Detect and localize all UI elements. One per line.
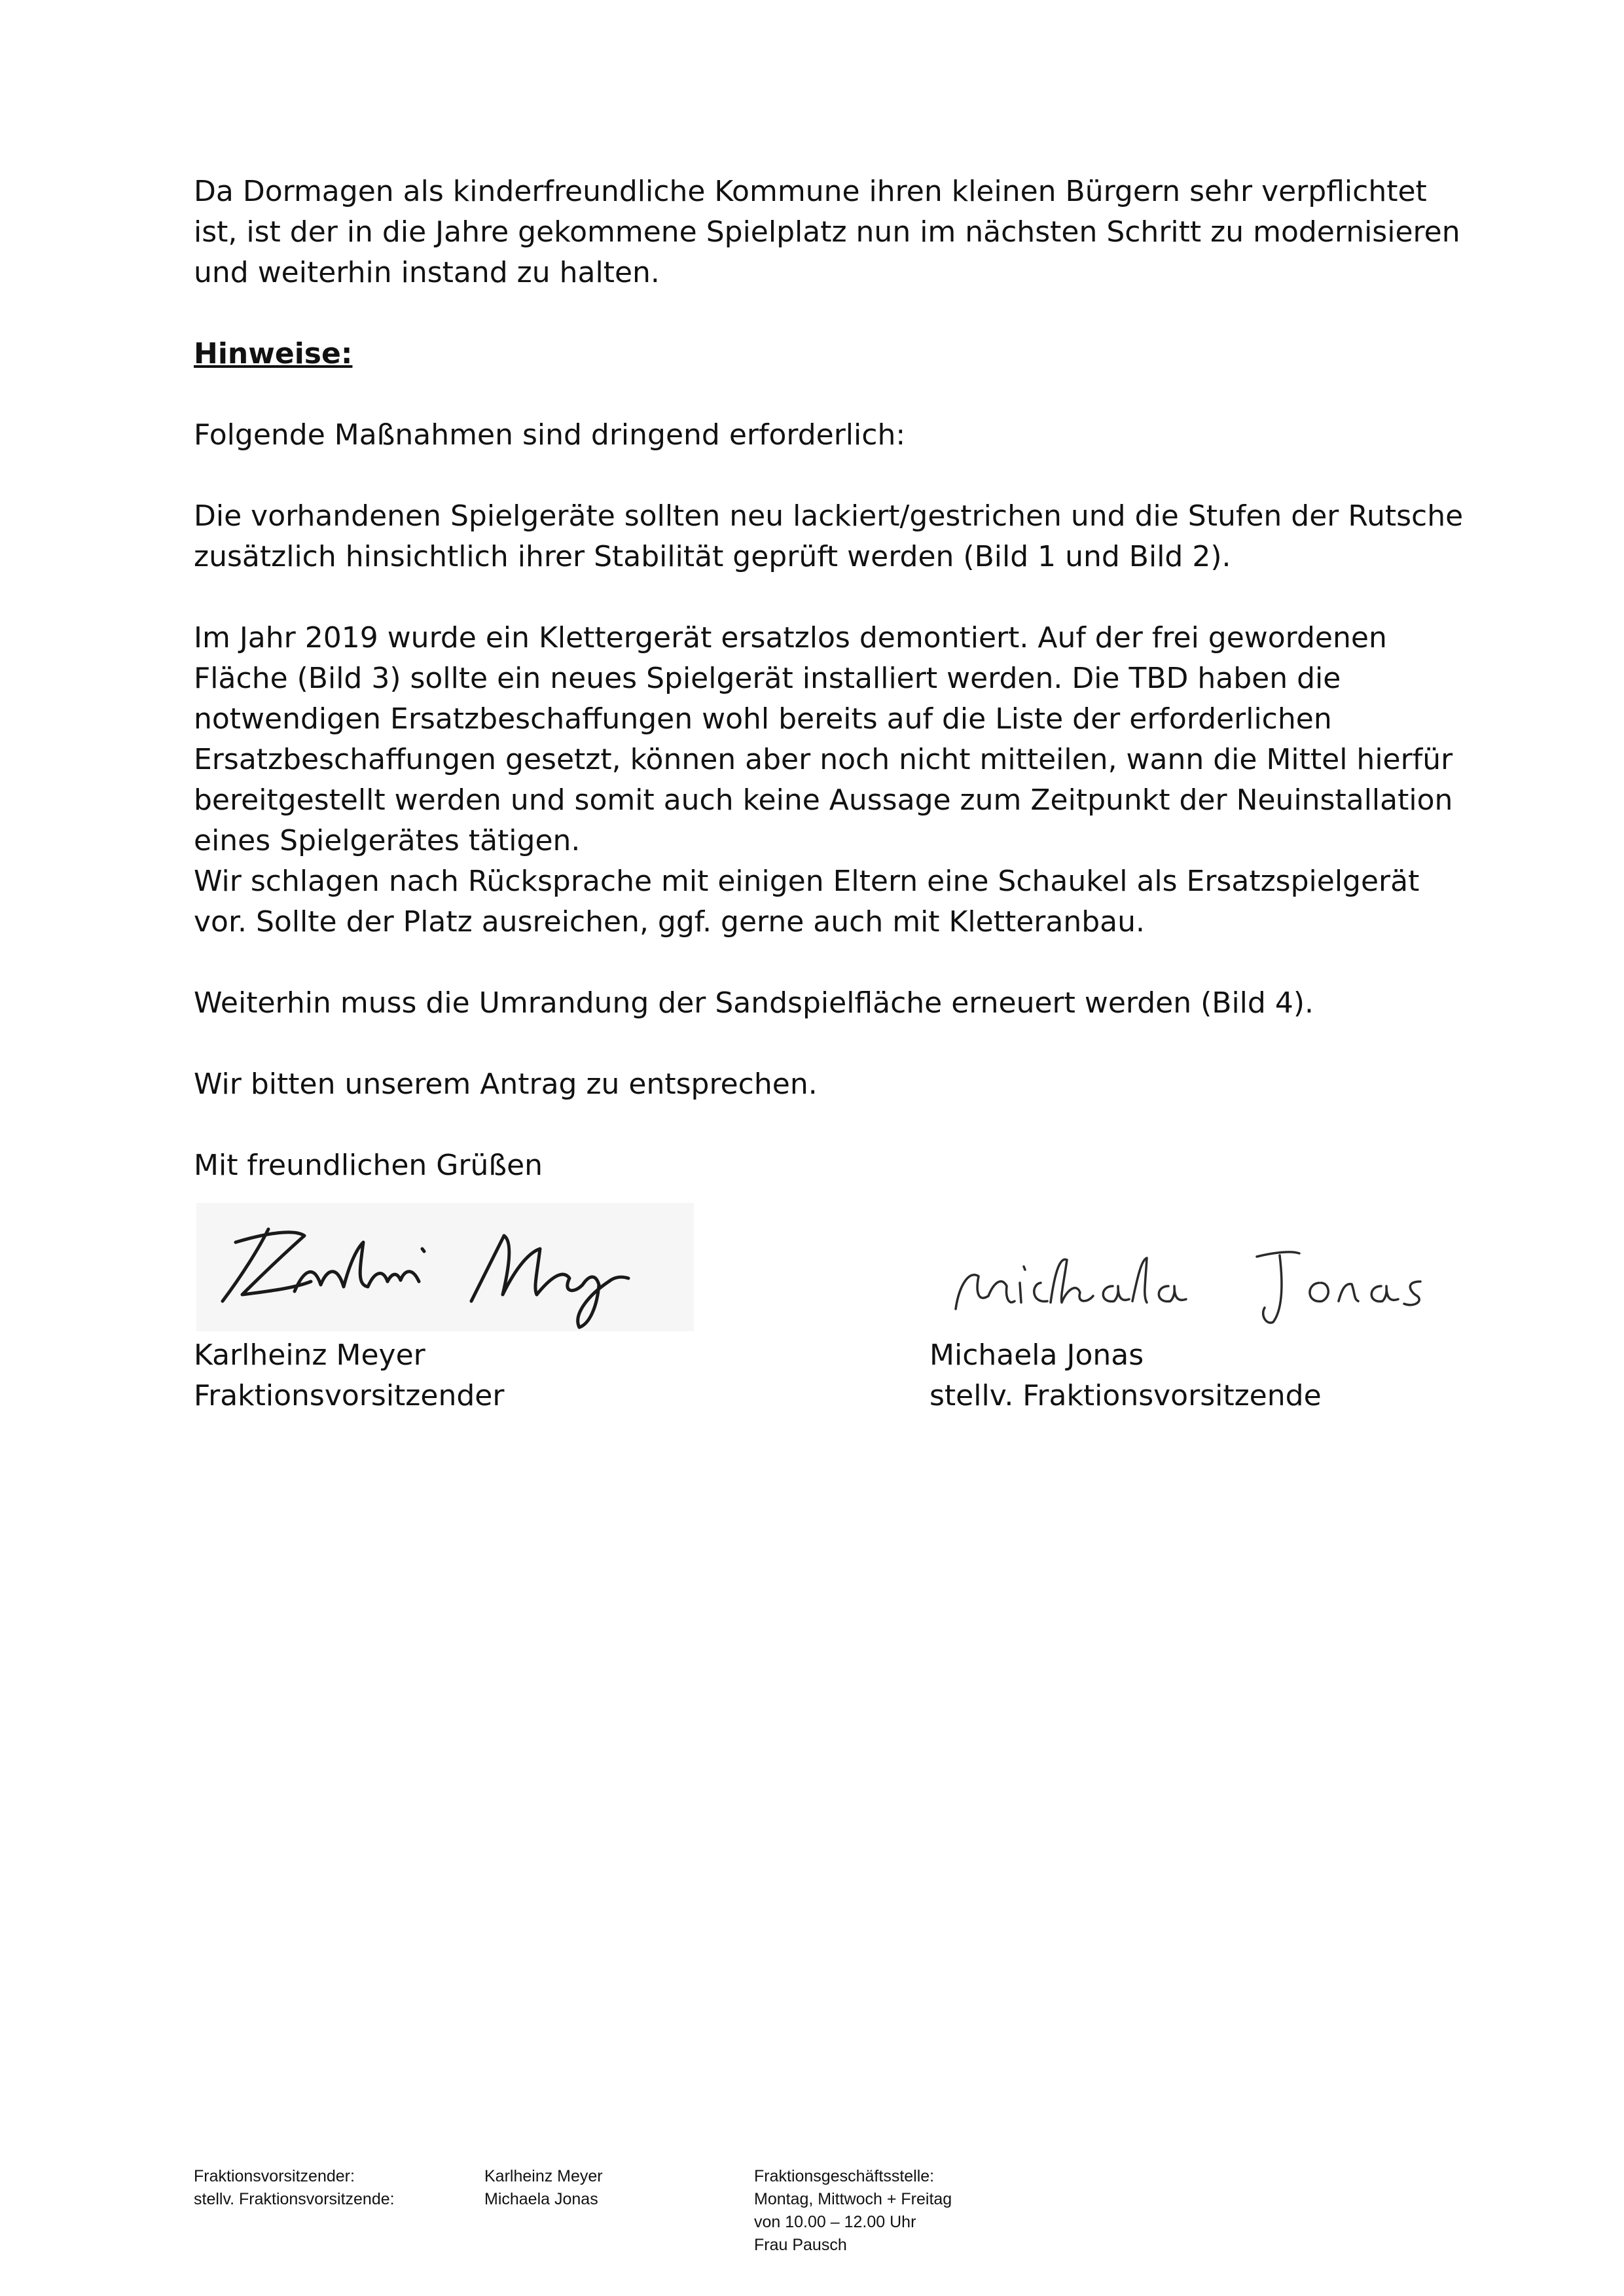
footer-office-title: Fraktionsgeschäftsstelle:: [754, 2167, 935, 2185]
paint-equipment-paragraph: Die vorhandenen Spielgeräte sollten neu lackiert/gestrichen und die Stufen der Rutsche zusätzlich hinsichtlich ihrer Stabilität geprüft werden (Bild 1 und Bild 2).: [194, 499, 1464, 573]
footer-office-contact: Frau Pausch: [754, 2236, 847, 2254]
letter-body: [194, 171, 1464, 1227]
footer-office-hours: von 10.00 – 12.00 Uhr: [754, 2213, 916, 2231]
measures-intro-paragraph: Folgende Maßnahmen sind dringend erforderlich:: [194, 418, 906, 452]
footer-labels: [194, 2165, 395, 2211]
footer-office-days: Montag, Mittwoch + Freitag: [754, 2190, 952, 2208]
swing-suggestion-paragraph: Wir schlagen nach Rücksprache mit einigen Eltern eine Schaukel als Ersatzspielgerät vor. Sollte der Platz ausreichen, ggf. gerne auch mit Kletteranbau.: [194, 865, 1420, 939]
signer-left-role: Fraktionsvorsitzender: [194, 1379, 505, 1412]
footer-label-chair: Fraktionsvorsitzender:: [194, 2167, 355, 2185]
closing-greeting: Mit freundlichen Grüßen: [194, 1149, 543, 1182]
signer-right-role: stellv. Fraktionsvorsitzende: [929, 1379, 1322, 1412]
signature-karlheinz-meyer: [196, 1203, 694, 1331]
sandpit-border-paragraph: Weiterhin muss die Umrandung der Sandspielfläche erneuert werden (Bild 4).: [194, 986, 1314, 1020]
footer-office: [754, 2165, 952, 2257]
climbing-frame-paragraph: Im Jahr 2019 wurde ein Klettergerät ersatzlos demontiert. Auf der frei gewordenen Fläche (Bild 3) sollte ein neues Spielgerät installiert werden. Die TBD haben die notwendigen Ersatzbeschaffungen wohl bereits auf die Liste der erforderlichen Ersatzbeschaffungen gesetzt, können aber noch nicht mitteilen, wann die Mittel hierfür bereitgestellt werden und somit auch keine Aussage zum Zeitpunkt der Neuinstallation eines Spielgerätes tätigen.: [194, 621, 1453, 857]
intro-paragraph: Da Dormagen als kinderfreundliche Kommune ihren kleinen Bürgern sehr verpflichtet ist, ist der in die Jahre gekommene Spielplatz nun im nächsten Schritt zu modernisieren und weiterhin instand zu halten.: [194, 175, 1460, 289]
signature-michaela-jonas: [943, 1230, 1453, 1329]
footer-names: [484, 2165, 603, 2211]
footer-name-deputy: Michaela Jonas: [484, 2190, 598, 2208]
footer-name-chair: Karlheinz Meyer: [484, 2167, 603, 2185]
footer-label-deputy: stellv. Fraktionsvorsitzende:: [194, 2190, 395, 2208]
request-paragraph: Wir bitten unserem Antrag zu entsprechen.: [194, 1067, 818, 1101]
signer-left-block: [194, 1335, 504, 1416]
signer-right-block: [929, 1335, 1322, 1416]
signature-scribble-left: [196, 1203, 694, 1331]
signer-left-name: Karlheinz Meyer: [194, 1338, 425, 1372]
signer-right-name: Michaela Jonas: [929, 1338, 1144, 1372]
signature-scribble-right: [943, 1230, 1453, 1329]
hinweise-heading: Hinweise:: [194, 337, 353, 370]
